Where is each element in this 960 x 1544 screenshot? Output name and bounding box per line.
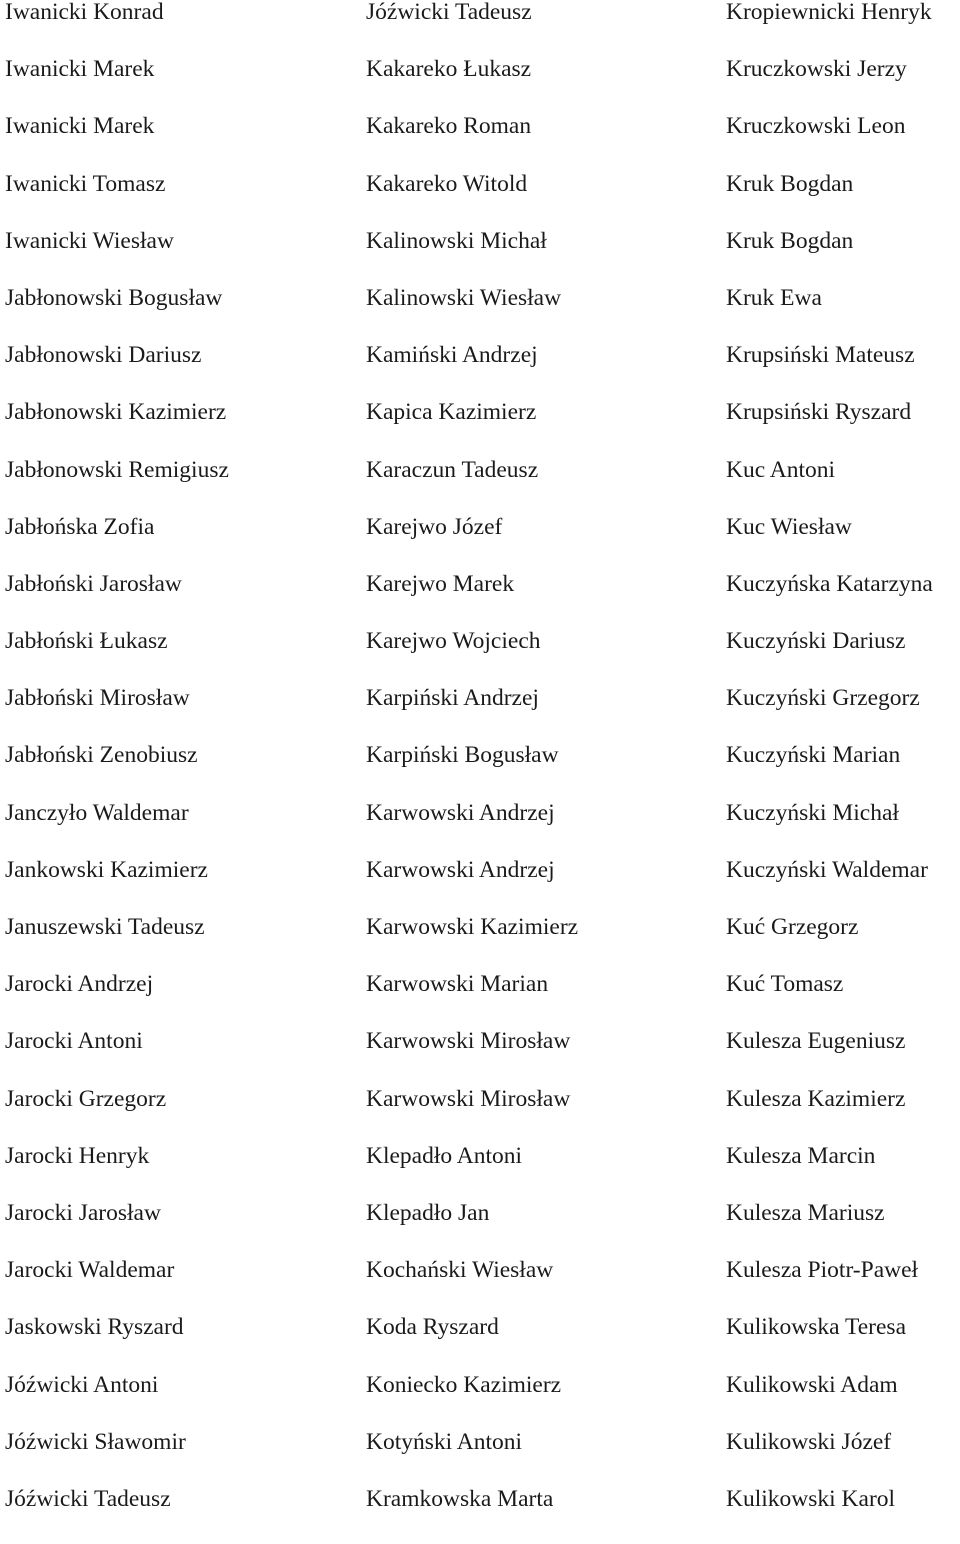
name-entry: Kochański Wiesław bbox=[366, 1257, 554, 1284]
name-entry: Jabłoński Jarosław bbox=[5, 570, 182, 597]
name-entry: Kulikowska Teresa bbox=[726, 1314, 907, 1341]
name-entry: Karejwo Marek bbox=[366, 570, 515, 597]
name-entry: Klepadło Jan bbox=[366, 1199, 490, 1226]
name-entry: Jabłoński Zenobiusz bbox=[5, 742, 198, 769]
name-entry: Kuczyńska Katarzyna bbox=[726, 570, 933, 597]
name-entry: Iwanicki Marek bbox=[5, 113, 155, 140]
name-entry: Jabłoński Mirosław bbox=[5, 685, 190, 712]
name-entry: Karejwo Wojciech bbox=[366, 628, 541, 655]
name-entry: Kruk Ewa bbox=[726, 284, 822, 311]
name-entry: Klepadło Antoni bbox=[366, 1142, 522, 1169]
name-entry: Kruk Bogdan bbox=[726, 170, 854, 197]
name-entry: Karwowski Mirosław bbox=[366, 1085, 571, 1112]
name-entry: Karpiński Bogusław bbox=[366, 742, 559, 769]
name-entry: Kulesza Eugeniusz bbox=[726, 1028, 906, 1055]
name-entry: Jabłonowski Bogusław bbox=[5, 284, 223, 311]
name-entry: Kulesza Marcin bbox=[726, 1142, 876, 1169]
name-entry: Kuczyński Michał bbox=[726, 799, 899, 826]
name-entry: Jarocki Grzegorz bbox=[5, 1085, 167, 1112]
name-entry: Kulikowski Adam bbox=[726, 1371, 898, 1398]
name-entry: Karwowski Mirosław bbox=[366, 1028, 571, 1055]
name-entry: Krupsiński Ryszard bbox=[726, 399, 912, 426]
name-entry: Kalinowski Wiesław bbox=[366, 284, 562, 311]
name-entry: Jóźwicki Antoni bbox=[5, 1371, 159, 1398]
name-entry: Kakareko Witold bbox=[366, 170, 528, 197]
name-entry: Jabłonowski Kazimierz bbox=[5, 399, 227, 426]
name-entry: Jankowski Kazimierz bbox=[5, 856, 208, 883]
name-entry: Karwowski Andrzej bbox=[366, 856, 555, 883]
name-entry: Kulesza Kazimierz bbox=[726, 1085, 906, 1112]
name-entry: Jóźwicki Tadeusz bbox=[366, 0, 532, 25]
name-entry: Jarocki Waldemar bbox=[5, 1257, 175, 1284]
name-entry: Jarocki Henryk bbox=[5, 1142, 150, 1169]
name-column-1 bbox=[5, 0, 229, 1544]
name-entry: Kruczkowski Leon bbox=[726, 113, 906, 140]
name-entry: Kuc Wiesław bbox=[726, 513, 852, 540]
name-entry: Kalinowski Michał bbox=[366, 227, 547, 254]
name-entry: Jabłonowski Dariusz bbox=[5, 342, 202, 369]
name-entry: Kuczyński Marian bbox=[726, 742, 901, 769]
name-entry: Kruczkowski Jerzy bbox=[726, 56, 907, 83]
name-entry: Kuć Grzegorz bbox=[726, 914, 859, 940]
name-entry: Kuczyński Waldemar bbox=[726, 856, 928, 883]
name-entry: Jarocki Andrzej bbox=[5, 971, 154, 998]
name-entry: Jabłonowski Remigiusz bbox=[5, 456, 229, 483]
name-entry: Kamiński Andrzej bbox=[366, 342, 538, 369]
name-entry: Jarocki Antoni bbox=[5, 1028, 143, 1055]
name-entry: Karwowski Marian bbox=[366, 971, 549, 998]
name-entry: Kropiewnicki Henryk bbox=[726, 0, 932, 25]
name-entry: Jabłońska Zofia bbox=[5, 513, 155, 540]
name-column-2 bbox=[366, 0, 578, 1544]
name-entry: Krupsiński Mateusz bbox=[726, 342, 915, 369]
name-entry: Jaskowski Ryszard bbox=[5, 1314, 184, 1341]
name-entry: Jóźwicki Sławomir bbox=[5, 1428, 186, 1455]
name-entry: Kramkowska Marta bbox=[366, 1485, 554, 1512]
name-entry: Kulesza Mariusz bbox=[726, 1199, 885, 1226]
name-entry: Koniecko Kazimierz bbox=[366, 1371, 562, 1398]
name-column-3 bbox=[726, 0, 933, 1544]
name-entry: Karwowski Andrzej bbox=[366, 799, 555, 826]
name-entry: Kakareko Roman bbox=[366, 113, 532, 140]
name-entry: Janczyło Waldemar bbox=[5, 799, 189, 826]
name-entry: Jabłoński Łukasz bbox=[5, 628, 168, 655]
name-entry: Kuć Tomasz bbox=[726, 971, 844, 998]
name-entry: Karpiński Andrzej bbox=[366, 685, 539, 712]
name-entry: Kotyński Antoni bbox=[366, 1428, 523, 1455]
name-entry: Iwanicki Konrad bbox=[5, 0, 164, 25]
name-entry: Kuc Antoni bbox=[726, 456, 836, 483]
name-entry: Kapica Kazimierz bbox=[366, 399, 537, 426]
name-entry: Karwowski Kazimierz bbox=[366, 914, 579, 940]
name-entry: Kuczyński Grzegorz bbox=[726, 685, 920, 712]
name-entry: Kruk Bogdan bbox=[726, 227, 854, 254]
name-entry: Koda Ryszard bbox=[366, 1314, 499, 1341]
name-entry: Januszewski Tadeusz bbox=[5, 914, 205, 940]
name-entry: Karejwo Józef bbox=[366, 513, 503, 540]
name-entry: Kulikowski Józef bbox=[726, 1428, 892, 1455]
name-entry: Kuczyński Dariusz bbox=[726, 628, 906, 655]
name-entry: Jóźwicki Tadeusz bbox=[5, 1485, 171, 1512]
name-entry: Kulesza Piotr-Paweł bbox=[726, 1257, 919, 1284]
name-entry: Jarocki Jarosław bbox=[5, 1199, 161, 1226]
name-entry: Karaczun Tadeusz bbox=[366, 456, 539, 483]
name-entry: Iwanicki Marek bbox=[5, 56, 155, 83]
name-entry: Kulikowski Karol bbox=[726, 1485, 896, 1512]
name-entry: Iwanicki Tomasz bbox=[5, 170, 166, 197]
name-entry: Iwanicki Wiesław bbox=[5, 227, 174, 254]
name-entry: Kakareko Łukasz bbox=[366, 56, 532, 83]
